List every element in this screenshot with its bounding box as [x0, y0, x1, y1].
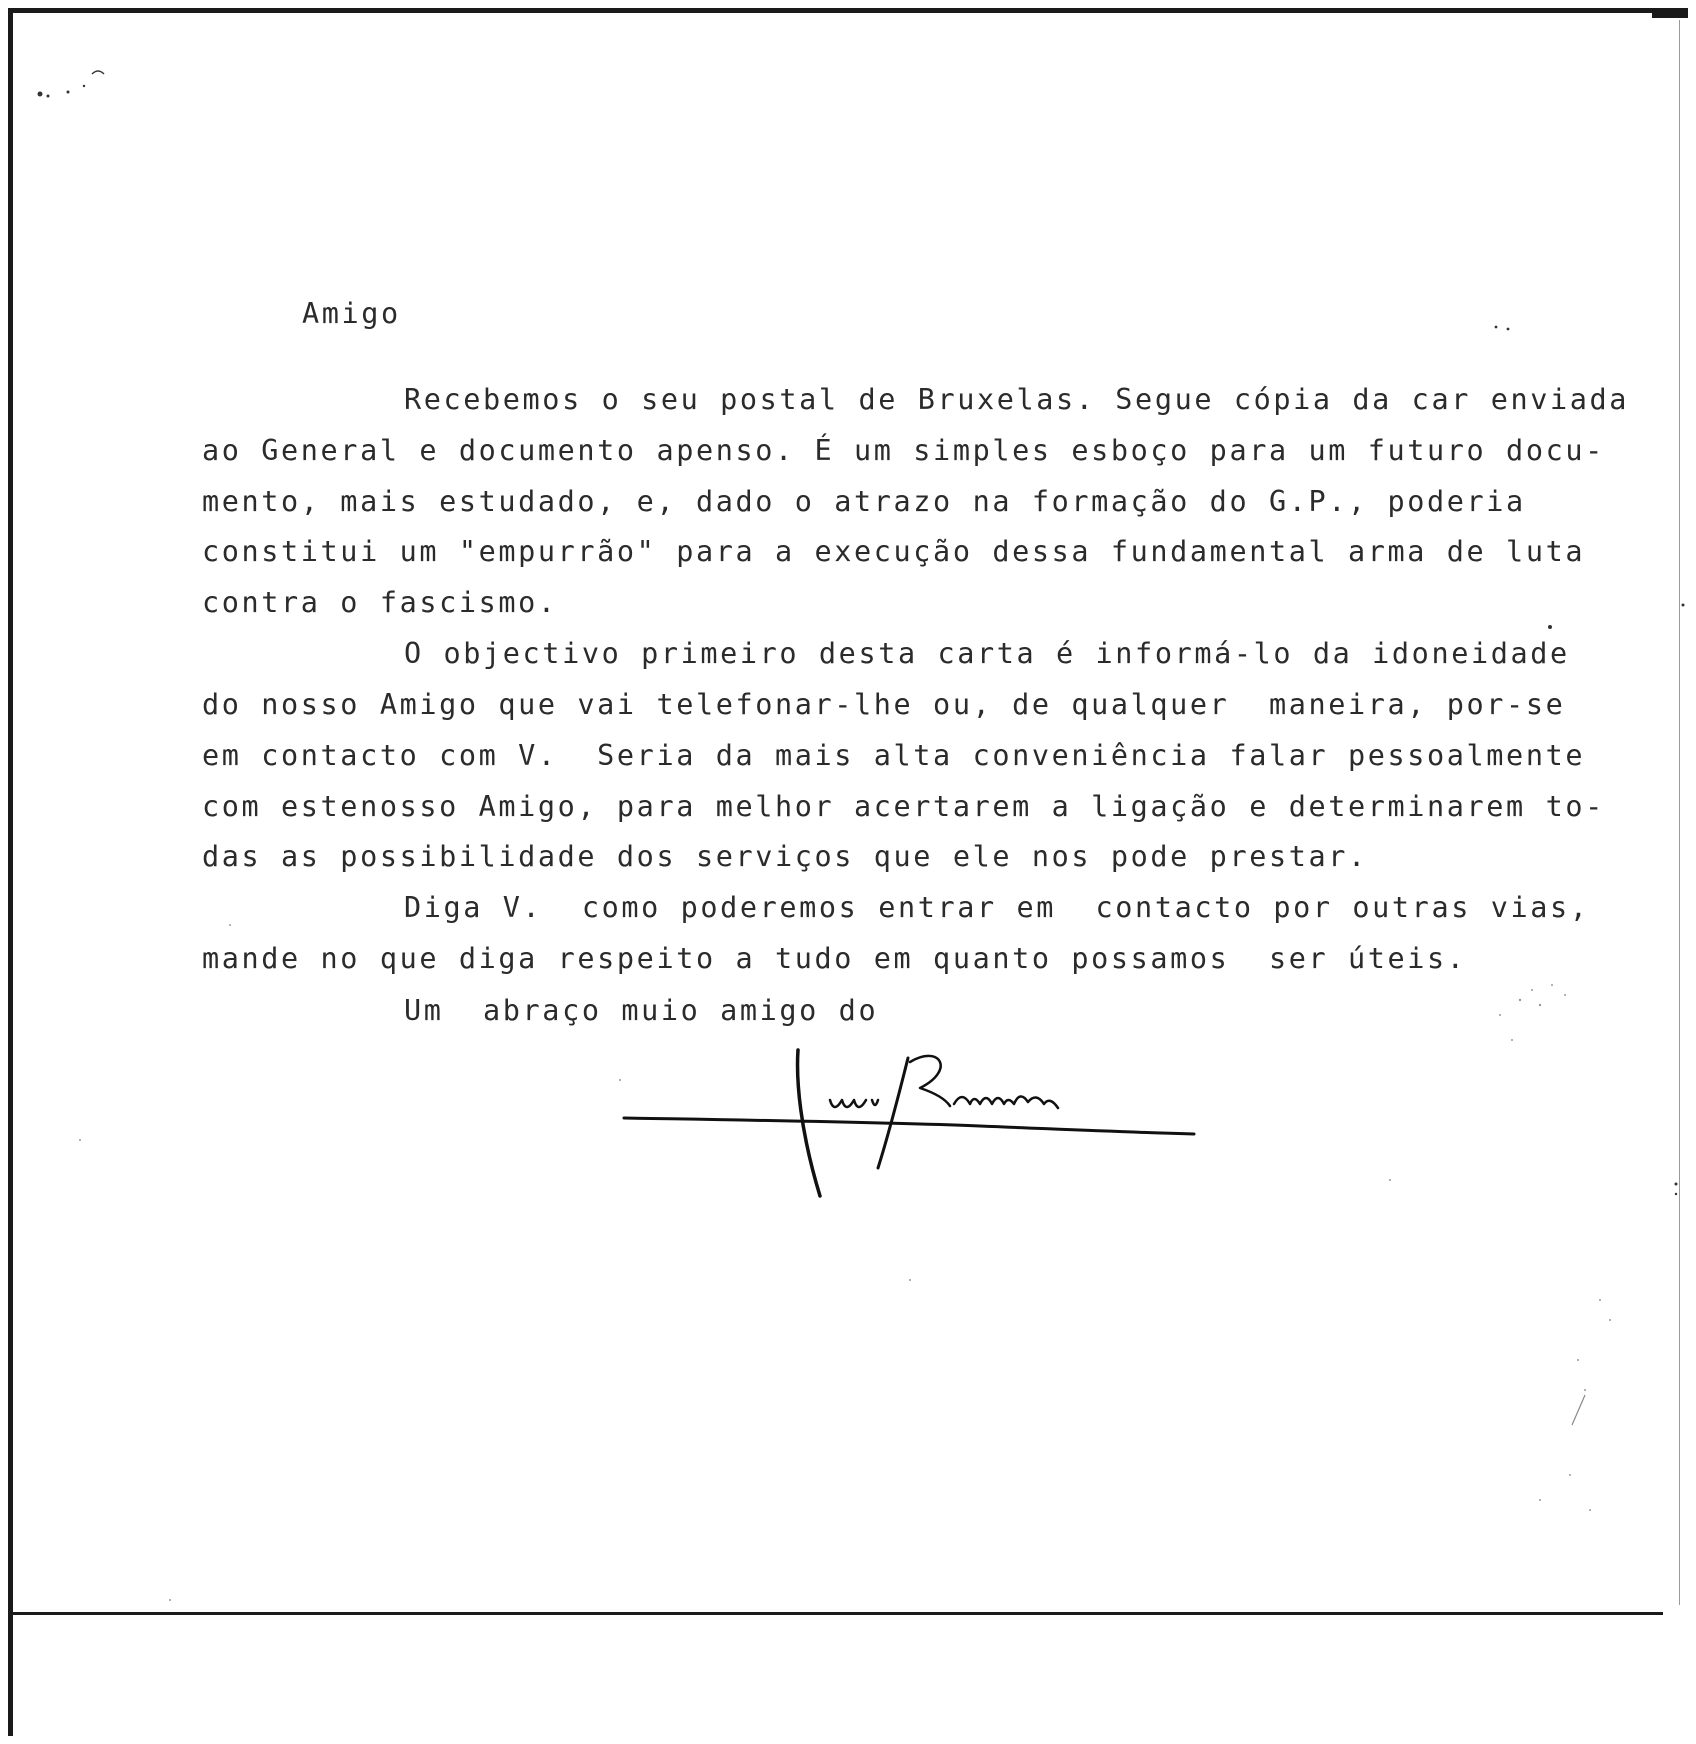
letter-line: ao General e documento apenso. É um simples esboço para um futuro docu-: [202, 434, 1605, 467]
letter-line: mande no que diga respeito a tudo em quanto possamos ser úteis.: [202, 942, 1467, 975]
letter-line: constitui um "empurrão" para a execução dessa fundamental arma de luta: [202, 535, 1586, 568]
letter-line: mento, mais estudado, e, dado o atrazo na formação do G.P., poderia: [202, 485, 1526, 518]
letter-greeting: Amigo: [302, 297, 401, 330]
letter-line: das as possibilidade dos serviços que ele nos pode prestar.: [202, 840, 1368, 873]
letter-line: Recebemos o seu postal de Bruxelas. Segue cópia da car enviada: [404, 383, 1630, 416]
handwritten-signature: [620, 1040, 1200, 1210]
letter-line: do nosso Amigo que vai telefonar-lhe ou, de qualquer maneira, por-se: [202, 688, 1566, 721]
page-border-bottom: [8, 1612, 1663, 1615]
letter-line: contra o fascismo.: [202, 586, 558, 619]
letter-line: em contacto com V. Seria da mais alta conveniência falar pessoalmente: [202, 739, 1586, 772]
page-border-top: [8, 8, 1688, 13]
letter-line: Diga V. como poderemos entrar em contacto por outras vias,: [404, 891, 1590, 924]
letter-line: O objectivo primeiro desta carta é informá-lo da idoneidade: [404, 637, 1570, 670]
page-border-corner: [1652, 8, 1688, 18]
page-border-left: [8, 8, 13, 1736]
letter-line: com estenosso Amigo, para melhor acertarem a ligação e determinarem to-: [202, 790, 1605, 823]
page-border-right: [1679, 20, 1680, 1605]
letter-closing: Um abraço muio amigo do: [404, 994, 879, 1027]
